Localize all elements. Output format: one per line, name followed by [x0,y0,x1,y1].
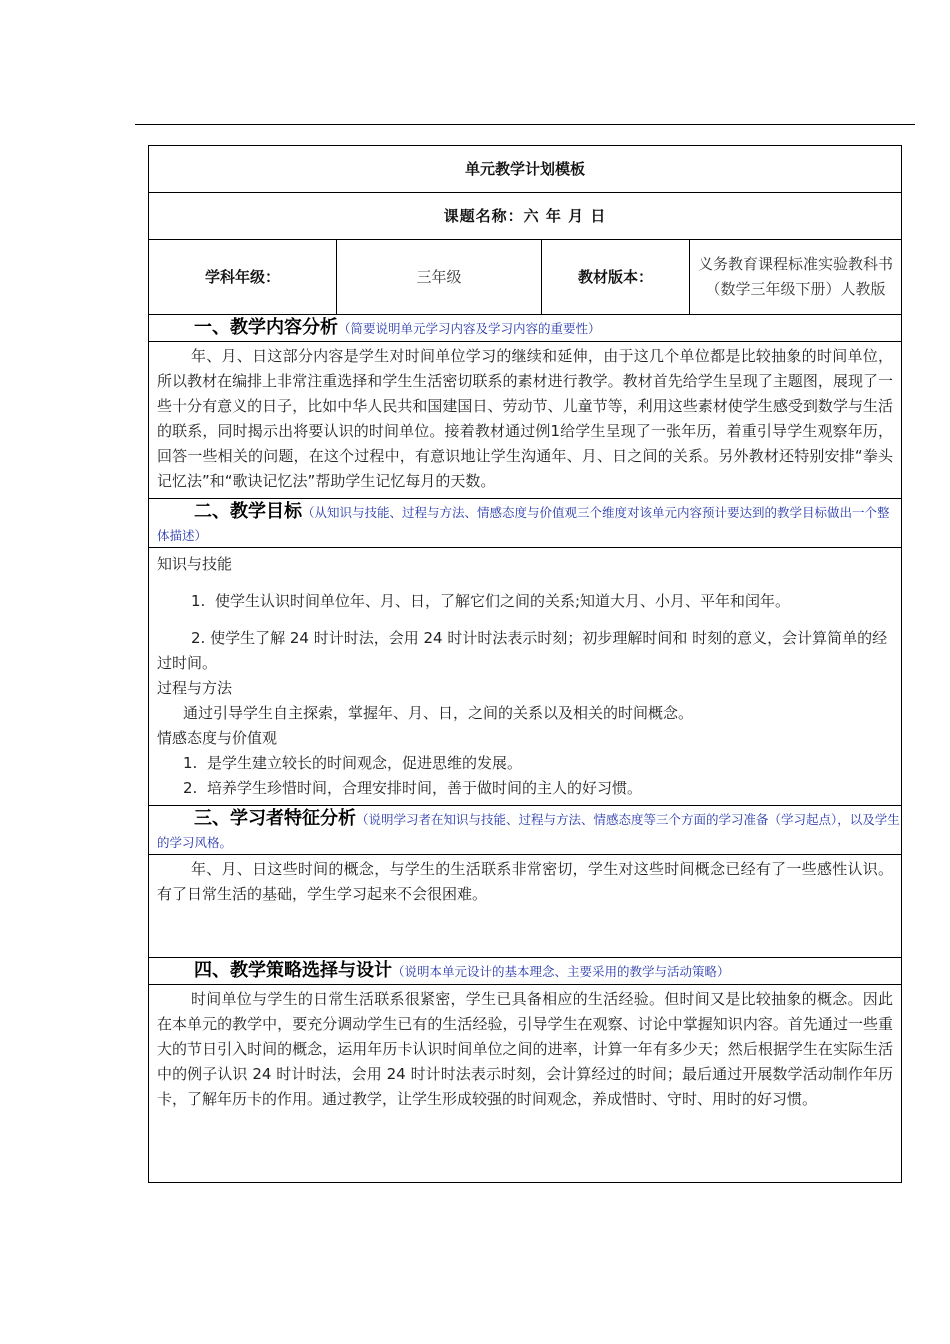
process-heading: 过程与方法 [157,679,233,697]
item-text: 是学生建立较长的时间观念，促进思维的发展。 [207,754,523,772]
section-learner-header [149,806,902,855]
item-number: 1. [183,754,198,772]
grade-label: 学科年级： [149,240,337,315]
item-number: 2. [183,779,198,797]
item-text: 使学生认识时间单位年、月、日，了解它们之间的关系;知道大月、小月、平年和闰年。 [215,592,791,610]
section-content-analysis-header [149,315,902,342]
strategy-body: 时间单位与学生的日常生活联系很紧密，学生已具备相应的生活经验。但时间又是比较抽象的概念。因此在本单元的教学中，要充分调动学生已有的生活经验，引导学生在观察、讨论中掌握知识内容。首先通过一些重大的节日引入时间的概念，运用年历卡认识时间单位之间的进率，计算一年有多少天；然后根据学生在实际生活中的例子认识 24 时计时法，会用 24 时计时法表示时刻，会计算经过的时间；最后通过开展数学活动制作年历卡，了解年历卡的作用。通过教学，让学生形成较强的时间观念，养成惜时、守时、用时的好习惯。 [149,985,902,1183]
section-note: （从知识与技能、过程与方法、情感态度与价值观三个维度对该单元内容预计要达到的教学目标做出一个整体描述） [157,505,890,543]
section-title: 二、教学目标 [194,501,302,522]
section-note: （简要说明单元学习内容及学习内容的重要性） [338,321,601,336]
section-strategy-header [149,958,902,985]
knowledge-item-1 [157,589,893,614]
emotion-item-1 [157,751,893,776]
section-title: 四、教学策略选择与设计 [194,960,392,981]
lesson-plan-table [148,145,902,1183]
edition-value: 义务教育课程标准实验教科书（数学三年级下册）人教版 [690,240,902,315]
section-title: 一、教学内容分析 [194,317,338,338]
content-analysis-body: 年、月、日这部分内容是学生对时间单位学习的继续和延伸，由于这几个单位都是比较抽象的时间单位，所以教材在编排上非常注重选择和学生生活密切联系的素材进行教学。教材首先给学生呈现了主题图，展现了一些十分有意义的日子，比如中华人民共和国建国日、劳动节、儿童节等，利用这些素材使学生感受到数学与生活的联系，同时揭示出将要认识的时间单位。接着教材通过例1给学生呈现了一张年历，着重引导学生观察年历，回答一些相关的问题，在这个过程中，有意识地让学生沟通年、月、日之间的关系。另外教材还特别安排“拳头记忆法”和“歌诀记忆法”帮助学生记忆每月的天数。 [149,342,902,499]
document-title: 单元教学计划模板 [149,146,902,193]
learner-analysis-body: 年、月、日这些时间的概念，与学生的生活联系非常密切，学生对这些时间概念已经有了一些感性认识。有了日常生活的基础，学生学习起来不会很困难。 [149,855,902,958]
item-number: 1. [191,592,206,610]
knowledge-item-2: 2. 使学生了解 24 时计时法，会用 24 时计时法表示时刻；初步理解时间和 时刻的意义，会计算简单的经过时间。 [157,629,888,672]
section-note: （说明学习者在知识与技能、过程与方法、情感态度等三个方面的学习准备（学习起点），以及学生的学习风格。 [157,812,900,850]
emotion-item-2 [157,776,893,801]
header-rule [135,124,915,125]
emotion-heading: 情感态度与价值观 [157,729,278,747]
item-text: 培养学生珍惜时间，合理安排时间，善于做时间的主人的好习惯。 [207,779,643,797]
knowledge-heading: 知识与技能 [157,555,233,573]
section-note: （说明本单元设计的基本理念、主要采用的教学与活动策略） [392,964,730,979]
topic-name: 课题名称：六 年 月 日 [149,193,902,240]
edition-label: 教材版本： [542,240,690,315]
section-objectives-header [149,499,902,548]
process-text: 通过引导学生自主探索，掌握年、月、日，之间的关系以及相关的时间概念。 [183,704,694,722]
section-title: 三、学习者特征分析 [194,808,356,829]
grade-value: 三年级 [337,240,542,315]
objectives-body [149,548,902,806]
